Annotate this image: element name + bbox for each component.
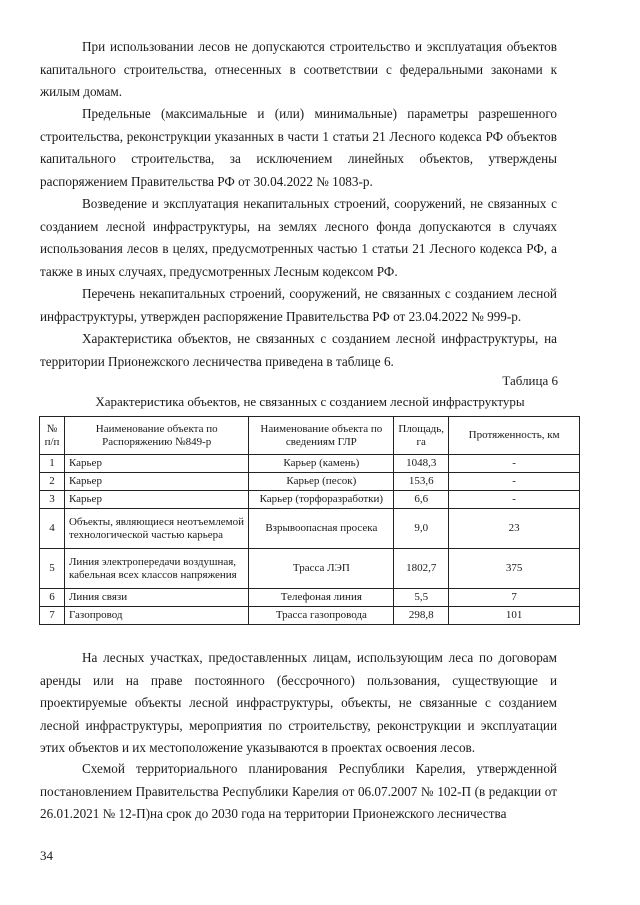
table-row [40, 491, 580, 509]
cell-name-glr: Телефоная линия [249, 589, 394, 607]
paragraph-structures-list: Перечень некапитальных строений, сооружений, не связанных с созданием лесной инфраструктуры, утвержден распоряжение Правительства РФ от 23.04.2022 № 999-р. [40, 286, 557, 324]
cell-length: - [449, 473, 580, 491]
cell-num: 7 [40, 607, 65, 625]
cell-name-order: Карьер [64, 473, 249, 491]
table-row [40, 455, 580, 473]
cell-length: - [449, 491, 580, 509]
header-name-order: Наименование объекта по Распоряжению №849-р [64, 417, 249, 455]
header-num: № п/п [40, 417, 65, 455]
paragraph-residential-restriction: При использовании лесов не допускаются строительство и эксплуатация объектов капитального строительства, отнесенных в соответствии с федеральными законами к жилым домам. [40, 39, 557, 99]
paragraph-non-capital-structures: Возведение и эксплуатация некапитальных строений, сооружений, не связанных с созданием лесной инфраструктуры, на землях лесного фонда допускаются в случаях использования лесов в целях, предусмотренных частью 1 статьи 21 Лесного кодекса РФ, а также в иных случаях, предусмотренных Лесным кодексом РФ. [40, 196, 557, 279]
cell-name-order: Линия связи [64, 589, 249, 607]
cell-num: 6 [40, 589, 65, 607]
cell-area: 5,5 [394, 589, 449, 607]
paragraph-territorial-planning: Схемой территориального планирования Республики Карелия, утвержденной постановлением Правительства Республики Карелия от 06.07.2007 № 102-П (в редакции от 26.01.2021 № 12-П)на срок до 2030 года на территории Прионежского лесничества [40, 761, 557, 821]
cell-length: 23 [449, 509, 580, 549]
table-caption: Характеристика объектов, не связанных с созданием лесной инфраструктуры [95, 394, 525, 409]
paragraph-table-intro: Характеристика объектов, не связанных с созданием лесной инфраструктуры, на территории Прионежского лесничества приведена в таблице 6. [40, 331, 557, 369]
cell-area: 9,0 [394, 509, 449, 549]
cell-name-order: Объекты, являющиеся неотъемлемой технологической частью карьера [64, 509, 249, 549]
header-length: Протяженность, км [449, 417, 580, 455]
header-name-glr: Наименование объекта по сведениям ГЛР [249, 417, 394, 455]
table-header-row [40, 417, 580, 455]
paragraph-construction-parameters: Предельные (максимальные и (или) минимальные) параметры разрешенного строительства, реконструкции указанных в части 1 статьи 21 Лесного кодекса РФ объектов капитального строительства, за исключением линейных объектов, утверждены распоряжением Правительства РФ от 30.04.2022 № 1083-р. [40, 106, 557, 189]
cell-name-glr: Трасса газопровода [249, 607, 394, 625]
cell-area: 1802,7 [394, 549, 449, 589]
cell-num: 3 [40, 491, 65, 509]
cell-name-glr: Карьер (камень) [249, 455, 394, 473]
cell-num: 4 [40, 509, 65, 549]
table-row [40, 607, 580, 625]
cell-num: 1 [40, 455, 65, 473]
table-row [40, 549, 580, 589]
cell-name-glr: Трасса ЛЭП [249, 549, 394, 589]
cell-name-glr: Карьер (песок) [249, 473, 394, 491]
cell-name-glr: Взрывоопасная просека [249, 509, 394, 549]
cell-name-order: Линия электропередачи воздушная, кабельная всех классов напряжения [64, 549, 249, 589]
table-row [40, 589, 580, 607]
cell-area: 298,8 [394, 607, 449, 625]
cell-length: 101 [449, 607, 580, 625]
cell-length: - [449, 455, 580, 473]
cell-area: 1048,3 [394, 455, 449, 473]
table-number: Таблица 6 [502, 373, 558, 388]
cell-area: 6,6 [394, 491, 449, 509]
cell-name-order: Карьер [64, 491, 249, 509]
paragraph-lease-infrastructure: На лесных участках, предоставленных лицам, использующим леса по договорам аренды или на праве постоянного (бессрочного) пользования, существующие и проектируемые объекты лесной инфраструктуры, объекты, не связанные с созданием лесной инфраструктуры, мероприятия по строительству, реконструкции и эксплуатации этих объектов и их местоположение указываются в проектах освоения лесов. [40, 650, 557, 755]
header-area: Площадь, га [394, 417, 449, 455]
page-number: 34 [40, 848, 53, 863]
cell-length: 375 [449, 549, 580, 589]
cell-name-order: Карьер [64, 455, 249, 473]
objects-table [39, 416, 580, 625]
cell-length: 7 [449, 589, 580, 607]
cell-num: 2 [40, 473, 65, 491]
cell-name-glr: Карьер (торфоразработки) [249, 491, 394, 509]
cell-num: 5 [40, 549, 65, 589]
table-row [40, 473, 580, 491]
table-row [40, 509, 580, 549]
cell-area: 153,6 [394, 473, 449, 491]
cell-name-order: Газопровод [64, 607, 249, 625]
